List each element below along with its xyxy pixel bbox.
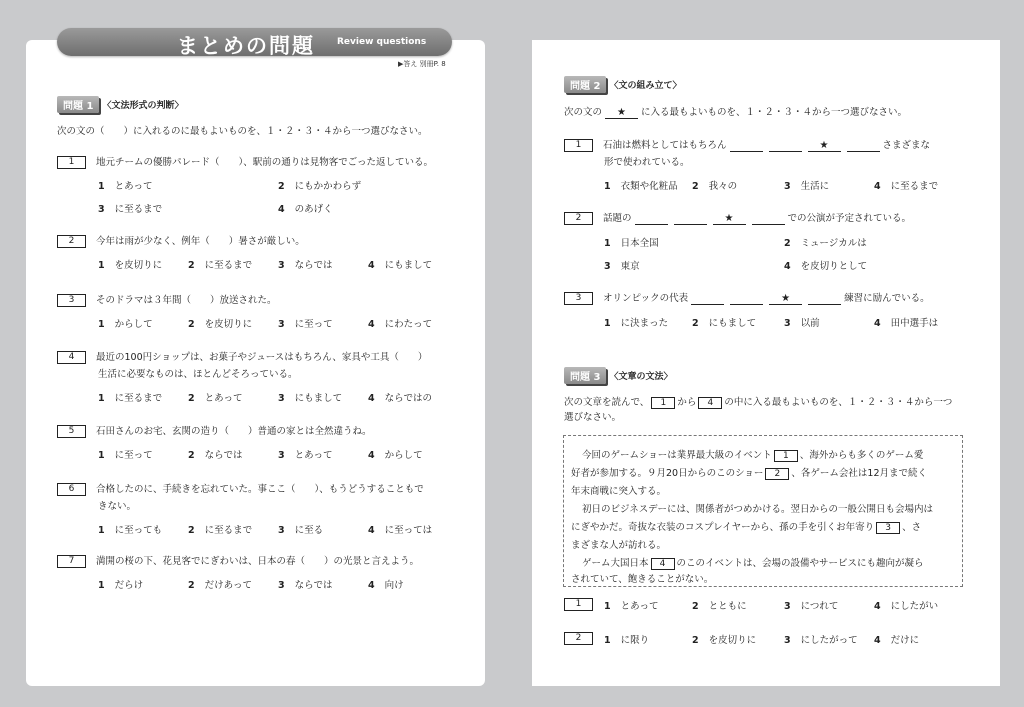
question-text: 形で使われている。 bbox=[604, 157, 690, 168]
answer-option bbox=[278, 316, 333, 330]
question-number: 1 bbox=[564, 598, 593, 611]
question-number: 1 bbox=[564, 139, 593, 152]
question-line: 石田さんのお宅、玄関の造り（ ）普通の家とは全然違うね。 bbox=[96, 426, 372, 437]
answer-blank bbox=[847, 141, 880, 152]
option-text: 以前 bbox=[800, 318, 820, 329]
option-number: 2 bbox=[692, 318, 699, 329]
option-text: に至るまで bbox=[114, 393, 163, 404]
passage-line: ゲーム大国日本 4 のこのイベントは、会場の設備やサービスにも趣向が凝ら bbox=[582, 558, 924, 569]
section-2-header bbox=[564, 77, 681, 92]
answer-option bbox=[368, 577, 404, 591]
answer-option bbox=[604, 598, 659, 612]
option-text: ならでは bbox=[294, 260, 333, 271]
option-text: にしたがい bbox=[890, 601, 939, 612]
question-number: 6 bbox=[57, 483, 86, 496]
question-line: での公演が予定されている。 bbox=[787, 213, 912, 224]
option-text: とともに bbox=[708, 601, 747, 612]
option-number: 2 bbox=[188, 319, 195, 330]
option-text: からして bbox=[384, 450, 423, 461]
option-text: にしたがって bbox=[800, 635, 858, 646]
question-number: 5 bbox=[57, 425, 86, 438]
option-text: ならでは bbox=[294, 580, 333, 591]
option-number: 2 bbox=[692, 635, 699, 646]
answer-option bbox=[188, 257, 252, 271]
option-number: 4 bbox=[874, 635, 881, 646]
option-number: 1 bbox=[604, 318, 611, 329]
answer-blank bbox=[730, 141, 763, 152]
question-number-row bbox=[564, 632, 603, 645]
instruction-text: 次の文章を読んで、 bbox=[564, 397, 650, 408]
option-text: を皮切りとして bbox=[800, 261, 868, 272]
answer-option bbox=[604, 632, 649, 646]
option-number: 2 bbox=[692, 601, 699, 612]
answer-option bbox=[188, 316, 252, 330]
option-number: 4 bbox=[368, 580, 375, 591]
answer-option bbox=[368, 316, 432, 330]
answer-option bbox=[278, 201, 333, 215]
answer-option bbox=[98, 447, 153, 461]
section-2-title: 〈文の組み立て〉 bbox=[609, 81, 682, 91]
option-text: 東京 bbox=[620, 261, 640, 272]
option-number: 1 bbox=[98, 181, 105, 192]
option-text: にもかかわらず bbox=[294, 181, 362, 192]
answer-option bbox=[368, 447, 423, 461]
answer-option bbox=[188, 447, 243, 461]
option-text: 田中選手は bbox=[890, 318, 939, 329]
option-number: 4 bbox=[784, 261, 791, 272]
star-blank: ★ bbox=[808, 140, 841, 152]
option-number: 1 bbox=[604, 238, 611, 249]
blank-box: 2 bbox=[765, 468, 789, 480]
section-1-title: 〈文法形式の判断〉 bbox=[102, 101, 184, 111]
answer-option bbox=[784, 315, 820, 329]
option-text: に至るまで bbox=[114, 204, 163, 215]
option-number: 3 bbox=[784, 181, 791, 192]
answer-option bbox=[278, 522, 323, 536]
section-1-header bbox=[57, 97, 183, 112]
option-text: に至るまで bbox=[890, 181, 939, 192]
answer-option bbox=[188, 390, 243, 404]
question-line: 最近の100円ショップは、お菓子やジュースはもちろん、家具や工具（ ） bbox=[96, 352, 428, 363]
passage-box bbox=[563, 435, 963, 587]
question-line: 話題の bbox=[603, 213, 632, 224]
question-line: そのドラマは３年間（ ）放送された。 bbox=[96, 295, 277, 306]
answer-option bbox=[604, 258, 640, 272]
answer-option bbox=[784, 598, 838, 612]
answer-reference: ▶答え 別冊P. 8 bbox=[398, 60, 446, 68]
blank-box: 1 bbox=[651, 397, 675, 409]
option-text: 生活に bbox=[800, 181, 830, 192]
option-number: 1 bbox=[604, 635, 611, 646]
option-text: にもまして bbox=[708, 318, 757, 329]
answer-blank bbox=[752, 214, 785, 225]
passage-line: 好者が参加する。９月20日からのこのショー 2 、各ゲーム会社は12月まで続く bbox=[571, 468, 927, 479]
option-number: 1 bbox=[98, 319, 105, 330]
answer-option bbox=[278, 390, 342, 404]
answer-option bbox=[98, 390, 162, 404]
answer-option bbox=[98, 257, 162, 271]
option-number: 4 bbox=[874, 181, 881, 192]
question-line: 練習に励んでいる。 bbox=[844, 293, 930, 304]
right-page bbox=[532, 40, 1000, 686]
question-number-row bbox=[564, 598, 603, 611]
option-number: 3 bbox=[278, 450, 285, 461]
option-text: にわたって bbox=[384, 319, 433, 330]
option-number: 3 bbox=[278, 580, 285, 591]
instruction-text: から bbox=[677, 397, 697, 408]
option-number: 4 bbox=[278, 204, 285, 215]
banner-title: まとめの問題 bbox=[177, 34, 315, 58]
option-number: 3 bbox=[278, 393, 285, 404]
option-text: に至る bbox=[294, 525, 324, 536]
left-page bbox=[26, 34, 485, 686]
option-number: 2 bbox=[784, 238, 791, 249]
answer-option bbox=[368, 390, 432, 404]
instruction-text: 次の文の bbox=[564, 107, 603, 118]
answer-blank bbox=[691, 294, 724, 305]
option-number: 1 bbox=[98, 260, 105, 271]
answer-blank bbox=[730, 294, 763, 305]
answer-option bbox=[874, 598, 938, 612]
question-line: 満開の桜の下、花見客でにぎわいは、日本の春（ ）の光景と言えよう。 bbox=[96, 556, 420, 567]
option-text: だけあって bbox=[204, 580, 253, 591]
option-text: に至っても bbox=[114, 525, 163, 536]
option-number: 3 bbox=[784, 318, 791, 329]
option-text: ならではの bbox=[384, 393, 433, 404]
option-number: 2 bbox=[188, 260, 195, 271]
option-number: 2 bbox=[188, 450, 195, 461]
option-number: 1 bbox=[98, 393, 105, 404]
question-text bbox=[57, 553, 419, 568]
answer-option bbox=[874, 178, 938, 192]
answer-option bbox=[188, 522, 252, 536]
answer-option bbox=[98, 201, 162, 215]
question-text bbox=[57, 154, 433, 169]
question-text bbox=[57, 423, 372, 438]
option-number: 3 bbox=[604, 261, 611, 272]
answer-option bbox=[784, 178, 829, 192]
question-number: 1 bbox=[57, 156, 86, 169]
option-number: 3 bbox=[278, 260, 285, 271]
section-3-title: 〈文章の文法〉 bbox=[609, 372, 673, 382]
option-text: だけに bbox=[890, 635, 920, 646]
question-text bbox=[98, 498, 136, 512]
answer-option bbox=[784, 258, 867, 272]
answer-option bbox=[188, 577, 252, 591]
option-text: ならでは bbox=[204, 450, 243, 461]
option-text: 我々の bbox=[708, 181, 738, 192]
option-number: 3 bbox=[98, 204, 105, 215]
answer-option bbox=[604, 315, 668, 329]
option-text: だらけ bbox=[114, 580, 144, 591]
question-text bbox=[564, 210, 911, 225]
option-number: 1 bbox=[604, 601, 611, 612]
option-number: 1 bbox=[98, 450, 105, 461]
question-number: 3 bbox=[57, 294, 86, 307]
section-3-instruction-cont: 選びなさい。 bbox=[564, 412, 622, 423]
star-blank: ★ bbox=[605, 107, 638, 119]
option-number: 1 bbox=[604, 181, 611, 192]
question-line: 地元チームの優勝パレード（ ）、駅前の通りは見物客でごった返している。 bbox=[96, 157, 434, 168]
answer-option bbox=[874, 315, 938, 329]
passage-line: されていて、飽きることがない。 bbox=[571, 574, 714, 585]
option-text: にもまして bbox=[384, 260, 433, 271]
question-line: 石油は燃料としてはもちろん bbox=[603, 140, 727, 151]
option-number: 4 bbox=[368, 319, 375, 330]
question-line: 今年は雨が少なく、例年（ ）暑さが厳しい。 bbox=[96, 236, 305, 247]
option-number: 2 bbox=[188, 393, 195, 404]
option-text: 日本全国 bbox=[620, 238, 659, 249]
question-number: 4 bbox=[57, 351, 86, 364]
option-number: 2 bbox=[188, 525, 195, 536]
passage-line: 初日のビジネスデーには、関係者がつめかける。翌日からの一般公開日も会場内は bbox=[582, 504, 934, 515]
question-line: きない。 bbox=[98, 501, 137, 512]
section-2-instruction bbox=[564, 104, 907, 119]
banner-subtitle: Review questions bbox=[337, 37, 427, 47]
section-3-badge: 問題 3 bbox=[564, 367, 606, 384]
option-number: 4 bbox=[368, 450, 375, 461]
section-3-instruction bbox=[564, 394, 952, 409]
option-number: 3 bbox=[784, 601, 791, 612]
blank-box: 4 bbox=[651, 558, 675, 570]
answer-option bbox=[278, 178, 361, 192]
option-text: に決まった bbox=[620, 318, 669, 329]
option-number: 2 bbox=[692, 181, 699, 192]
question-text bbox=[57, 481, 424, 496]
section-1-badge: 問題 1 bbox=[57, 96, 99, 113]
question-line: 合格したのに、手続きを忘れていた。事ここ（ ）、もうどうすることもで bbox=[96, 484, 424, 495]
option-number: 3 bbox=[784, 635, 791, 646]
question-number: 2 bbox=[564, 632, 593, 645]
answer-option bbox=[604, 178, 678, 192]
answer-option bbox=[98, 522, 162, 536]
answer-option bbox=[278, 577, 333, 591]
answer-option bbox=[692, 315, 756, 329]
passage-line: 年末商戦に突入する。 bbox=[571, 486, 667, 497]
option-text: 向け bbox=[384, 580, 404, 591]
blank-box: 4 bbox=[698, 397, 722, 409]
question-text bbox=[57, 233, 305, 248]
question-number: 2 bbox=[57, 235, 86, 248]
passage-line: まざまな人が訪れる。 bbox=[571, 540, 667, 551]
option-number: 3 bbox=[278, 319, 285, 330]
option-number: 1 bbox=[98, 580, 105, 591]
option-text: とあって bbox=[204, 393, 243, 404]
question-text bbox=[98, 366, 298, 380]
option-number: 4 bbox=[874, 601, 881, 612]
blank-box: 1 bbox=[774, 450, 798, 462]
answer-option bbox=[278, 447, 333, 461]
question-text bbox=[57, 292, 277, 307]
answer-blank bbox=[674, 214, 707, 225]
answer-option bbox=[692, 632, 756, 646]
answer-option bbox=[368, 522, 432, 536]
answer-option bbox=[98, 178, 153, 192]
option-number: 4 bbox=[368, 393, 375, 404]
answer-option bbox=[692, 598, 747, 612]
answer-option bbox=[278, 257, 333, 271]
answer-option bbox=[98, 316, 153, 330]
option-number: 4 bbox=[874, 318, 881, 329]
section-2-badge: 問題 2 bbox=[564, 76, 606, 93]
title-banner bbox=[57, 28, 452, 56]
option-text: を皮切りに bbox=[204, 319, 253, 330]
question-number: 2 bbox=[564, 212, 593, 225]
instruction-text: に入る最もよいものを、１・２・３・４から一つ選びなさい。 bbox=[641, 107, 908, 118]
option-text: に至って bbox=[294, 319, 333, 330]
option-text: ミュージカルは bbox=[800, 238, 867, 249]
option-text: のあげく bbox=[294, 204, 333, 215]
option-text: とあって bbox=[114, 181, 153, 192]
question-text bbox=[564, 137, 930, 152]
section-1-instruction: 次の文の（ ）に入れるのに最もよいものを、１・２・３・４から一つ選びなさい。 bbox=[57, 126, 428, 137]
option-number: 3 bbox=[278, 525, 285, 536]
answer-option bbox=[98, 577, 143, 591]
answer-option bbox=[368, 257, 432, 271]
star-blank: ★ bbox=[769, 293, 802, 305]
option-number: 4 bbox=[368, 260, 375, 271]
passage-line: にぎやかだ。奇抜な衣装のコスプレイヤーから、孫の手を引くお年寄り 3 、さ bbox=[571, 522, 922, 533]
question-text bbox=[57, 349, 427, 364]
question-line: さまざまな bbox=[882, 140, 931, 151]
question-text bbox=[564, 290, 930, 305]
blank-box: 3 bbox=[876, 522, 900, 534]
option-number: 1 bbox=[98, 525, 105, 536]
option-text: 衣類や化粧品 bbox=[620, 181, 678, 192]
option-text: に至るまで bbox=[204, 260, 253, 271]
instruction-text: の中に入る最もよいものを、１・２・３・４から一つ bbox=[724, 397, 953, 408]
star-blank: ★ bbox=[713, 213, 746, 225]
answer-option bbox=[692, 178, 737, 192]
passage-line: 今回のゲームショーは業界最大級のイベント 1 、海外からも多くのゲーム愛 bbox=[582, 450, 924, 461]
option-text: を皮切りに bbox=[708, 635, 757, 646]
option-text: とあって bbox=[620, 601, 659, 612]
answer-blank bbox=[635, 214, 668, 225]
question-line: 生活に必要なものは、ほとんどそろっている。 bbox=[98, 369, 298, 380]
option-text: につれて bbox=[800, 601, 839, 612]
answer-option bbox=[604, 235, 659, 249]
option-text: からして bbox=[114, 319, 153, 330]
question-number: 7 bbox=[57, 555, 86, 568]
option-text: に至って bbox=[114, 450, 153, 461]
answer-option bbox=[874, 632, 919, 646]
option-number: 2 bbox=[188, 580, 195, 591]
option-number: 4 bbox=[368, 525, 375, 536]
option-text: に至っては bbox=[384, 525, 433, 536]
option-text: を皮切りに bbox=[114, 260, 163, 271]
answer-option bbox=[784, 235, 867, 249]
question-number: 3 bbox=[564, 292, 593, 305]
option-text: にもまして bbox=[294, 393, 343, 404]
option-text: に至るまで bbox=[204, 525, 253, 536]
answer-blank bbox=[769, 141, 802, 152]
answer-blank bbox=[808, 294, 841, 305]
section-3-header bbox=[564, 368, 672, 383]
answer-option bbox=[784, 632, 858, 646]
question-line: オリンピックの代表 bbox=[603, 293, 689, 304]
option-number: 2 bbox=[278, 181, 285, 192]
option-text: に限り bbox=[620, 635, 650, 646]
option-text: とあって bbox=[294, 450, 333, 461]
